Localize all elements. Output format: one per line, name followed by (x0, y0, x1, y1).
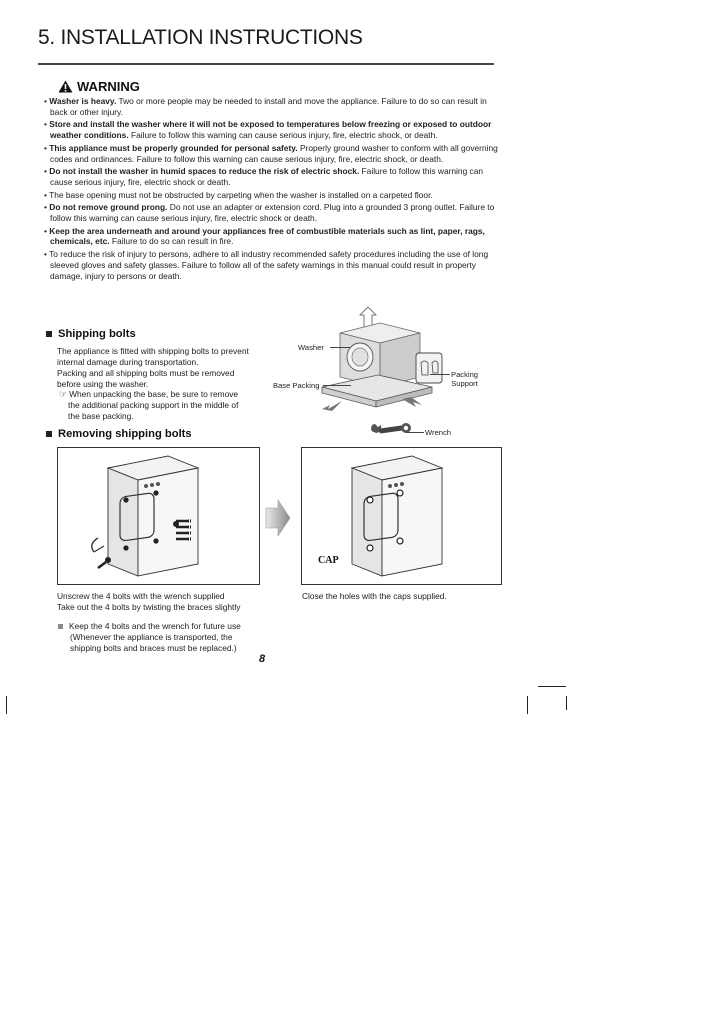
title-divider (38, 63, 494, 65)
close-holes-illustration (301, 447, 502, 585)
washer-label: Washer (298, 343, 324, 352)
close-holes-caption: Close the holes with the caps supplied. (302, 591, 447, 601)
page-title: 5. INSTALLATION INSTRUCTIONS (38, 26, 363, 49)
wrench-icon (368, 420, 414, 440)
warning-heading (58, 79, 140, 94)
base-packing-leader-line (323, 385, 351, 386)
warning-list (42, 96, 500, 283)
crop-mark (566, 696, 567, 710)
warning-item: • To reduce the risk of injury to persons, adhere to all industry recommended safety procedures including the use of long sleeved gloves and safety glasses. Failure to follow all of the safety warnings in this manual could result in property damage, injury to persons or death. (44, 248, 489, 281)
bullet-square-icon (46, 431, 52, 437)
unscrew-caption: Unscrew the 4 bolts with the wrench supplied Take out the 4 bolts by twisting the braces slightly (57, 591, 241, 612)
packing-support-leader-line (430, 374, 450, 375)
washer-leader-line (330, 347, 350, 348)
warning-item: • This appliance must be properly grounded for personal safety. Properly ground washer to conform with all governing codes and ordinances. Failure to follow this warning can cause serious injury, fire, electric shock, or death. (44, 142, 498, 164)
unpacking-diagram (320, 305, 500, 415)
next-step-arrow-icon (262, 498, 292, 538)
page-number: 8 (259, 653, 266, 665)
shipping-bolts-text: The appliance is fitted with shipping bolts to prevent internal damage during transportation. Packing and all shipping bolts must be removed before using the washer. (57, 346, 249, 389)
shipping-bolts-note: ☞ When unpacking the base, be sure to remove the additional packing support in the middle of the base packing. (59, 389, 239, 421)
base-packing-label: Base Packing (273, 381, 320, 390)
crop-mark (538, 686, 566, 687)
packing-support-label: Packing Support (451, 370, 479, 388)
warning-item: • Keep the area underneath and around your appliances free of combustible materials such as lint, paper, rags, chemicals, etc. Failure to do so can result in fire. (44, 225, 485, 247)
warning-item: • Do not remove ground prong. Do not use an adapter or extension cord. Plug into a grounded 3 prong outlet. Failure to follow this warning can cause serious injury, fire, electric shock or death. (44, 202, 495, 224)
cap-label: CAP (318, 555, 339, 566)
crop-mark (527, 696, 528, 714)
warning-label: WARNING (77, 79, 140, 94)
warning-triangle-icon (58, 80, 73, 93)
warning-item: • Do not install the washer in humid spaces to reduce the risk of electric shock. Failure to follow this warning can cause serious injury, fire, electric shock or death. (44, 166, 484, 188)
warning-item: • The base opening must not be obstructed by carpeting when the washer is installed on a carpeted floor. (44, 189, 433, 200)
removing-bolts-heading: Removing shipping bolts (46, 428, 192, 440)
wrench-label: Wrench (425, 428, 452, 437)
bullet-square-icon (58, 624, 63, 629)
bullet-square-icon (46, 331, 52, 337)
wrench-leader-line (406, 432, 424, 433)
crop-mark (6, 696, 7, 714)
warning-item: • Store and install the washer where it will not be exposed to temperatures below freezing or exposed to outdoor weather conditions. Failure to follow this warning can cause serious injury, fire, electric shock, or death. (44, 119, 492, 141)
pointing-hand-icon: ☞ (59, 389, 68, 399)
warning-item: • Washer is heavy. Two or more people may be needed to install and move the appliance. Failure to do so can result in back or other injury. (44, 96, 487, 117)
keep-bolts-note: Keep the 4 bolts and the wrench for future use (Whenever the appliance is transported, the shipping bolts and braces must be replaced.) (58, 621, 258, 654)
shipping-bolts-heading: Shipping bolts (46, 328, 136, 340)
unscrew-bolts-illustration (57, 447, 260, 585)
washer-rear-drawing (58, 448, 259, 584)
